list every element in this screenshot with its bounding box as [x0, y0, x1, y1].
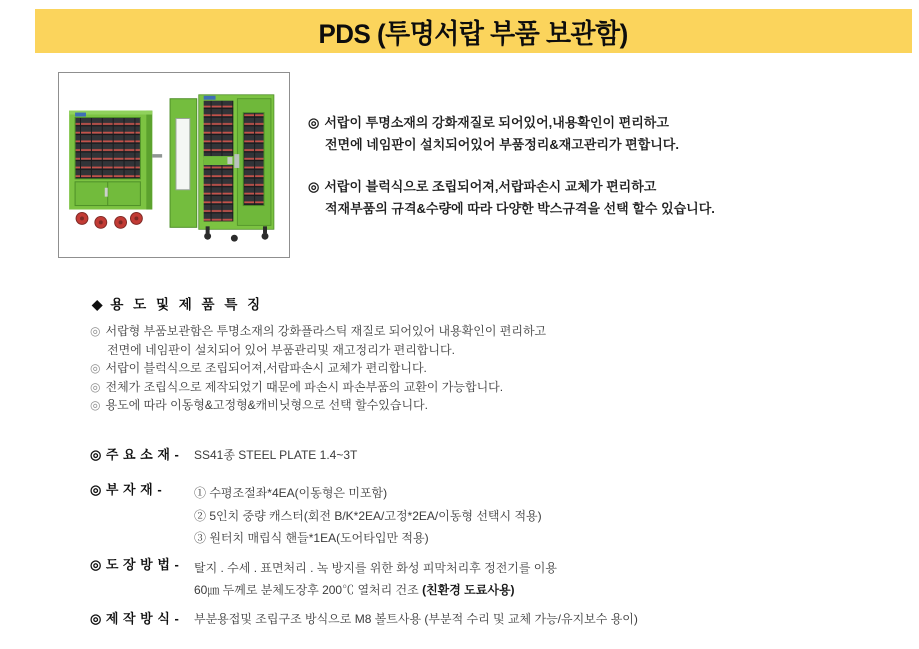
highlight-line: 서랍이 투명소재의 강화재질로 되어있어,내용확인이 편리하고: [324, 115, 669, 130]
spec-value: [194, 556, 557, 601]
double-circle-bullet: ◎: [308, 115, 320, 130]
spec-label: ◎ 주 요 소 재 -: [90, 447, 180, 462]
double-circle-bullet: ◎: [90, 447, 102, 462]
title-bar: [35, 9, 912, 53]
spec-row-accessories: [90, 481, 542, 550]
double-circle-bullet: ◎: [90, 379, 101, 394]
double-circle-bullet: ◎: [90, 324, 101, 338]
spec-value: SS41종 STEEL PLATE 1.4~3T: [194, 448, 358, 462]
spec-label: ◎ 도 장 방 법 -: [90, 557, 180, 572]
door-cabinet: [170, 95, 274, 242]
highlight-notes: [308, 112, 868, 240]
feature-item: ◎ 전체가 조립식으로 제작되었기 때문에 파손시 파손부품의 교환이 가능합니다.: [90, 379, 504, 394]
double-circle-bullet: ◎: [308, 179, 320, 194]
double-circle-bullet: ◎: [90, 398, 101, 412]
accessory-item: ② 5인치 중량 캐스터(회전 B/K*2EA/고정*2EA/이동형 선택시 적용): [194, 508, 542, 523]
feature-item: ◎ 서랍형 부품보관함은 투명소재의 강화플라스틱 재질로 되어있어 내용확인이 편리하고: [90, 324, 547, 338]
spec-label: ◎ 부 자 재 -: [90, 482, 163, 497]
painting-line: 탈지 . 수세 . 표면처리 . 녹 방지를 위한 화성 피막처리후 정전기를 이용: [194, 561, 557, 575]
spec-row-material: [90, 446, 357, 464]
highlight-note: [308, 176, 868, 220]
spec-value: [194, 481, 542, 550]
feature-item: ◎ 용도에 따라 이동형&고정형&캐비닛형으로 선택 할수있습니다.: [90, 398, 428, 412]
painting-line: 60㎛ 두께로 분체도장후 200℃ 열처리 건조 (친환경 도료사용): [194, 583, 515, 597]
spec-row-fabrication: [90, 610, 638, 628]
parts-cabinet-illustration: [59, 73, 289, 257]
double-circle-bullet: ◎: [90, 482, 102, 497]
eco-paint-note: (친환경 도료사용): [422, 583, 515, 597]
highlight-note: [308, 112, 868, 156]
feature-item: ◎ 서랍이 블럭식으로 조립되어져,서랍파손시 교체가 편리합니다.: [90, 361, 427, 375]
highlight-line: 적재부품의 규격&수량에 따라 다양한 박스규격을 선택 할수 있습니다.: [325, 201, 715, 216]
double-circle-bullet: ◎: [90, 361, 101, 375]
highlight-line: 서랍이 블럭식으로 조립되어져,서랍파손시 교체가 편리하고: [324, 179, 657, 194]
features-section: [90, 293, 730, 415]
features-heading: ◆ 용 도 및 제 품 특 징: [92, 297, 264, 312]
accessory-item: ① 수평조절좌*4EA(이동형은 미포함): [194, 486, 388, 500]
spec-row-painting: [90, 556, 557, 601]
page-title: PDS (투명서랍 부품 보관함): [318, 18, 629, 49]
spec-label: ◎ 제 작 방 식 -: [90, 611, 180, 626]
highlight-line: 전면에 네임판이 설치되어있어 부품정리&재고관리가 편합니다.: [325, 137, 679, 152]
double-circle-bullet: ◎: [90, 611, 102, 626]
diamond-bullet: ◆: [92, 297, 103, 312]
feature-item-continued: 전면에 네임판이 설치되어 있어 부품관리및 재고정리가 편리합니다.: [107, 342, 455, 357]
product-image-frame: [58, 72, 290, 258]
spec-value: 부분용접및 조립구조 방식으로 M8 볼트사용 (부분적 수리 및 교체 가능/유지보수 용이): [194, 612, 638, 626]
double-circle-bullet: ◎: [90, 557, 102, 572]
accessory-item: ③ 원터치 매립식 핸들*1EA(도어타입만 적용): [194, 531, 429, 545]
mobile-cabinet: [69, 111, 162, 229]
